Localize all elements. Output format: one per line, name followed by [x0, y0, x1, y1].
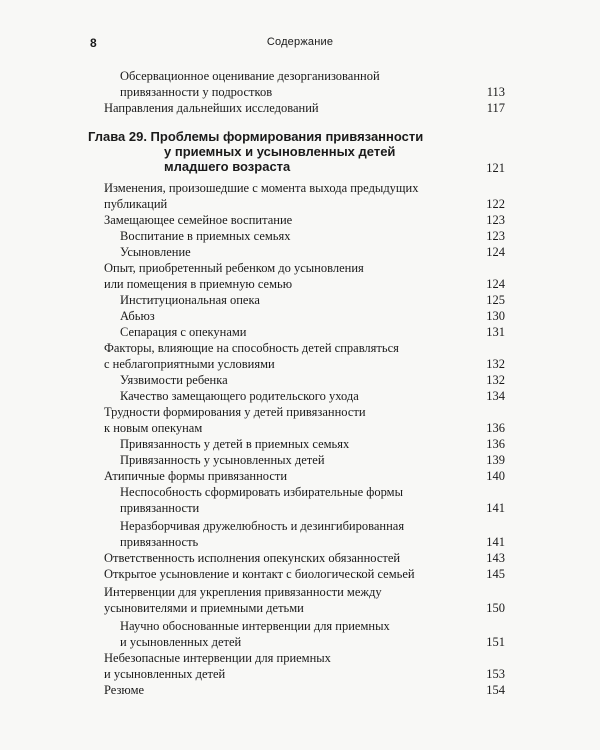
- toc-entry-line: Направления дальнейших исследований: [104, 101, 319, 115]
- toc-entry[interactable]: [120, 244, 191, 260]
- toc-page-number: 145: [486, 567, 505, 581]
- toc-entry-line: и усыновленных детей: [120, 635, 242, 649]
- toc-entry[interactable]: [104, 404, 366, 436]
- toc-page-number: 153: [486, 667, 505, 681]
- toc-entry-line: Уязвимости ребенка: [120, 373, 228, 387]
- chapter-heading-line: Глава 29. Проблемы формирования привязанности: [88, 129, 424, 144]
- toc-entry[interactable]: [104, 468, 287, 484]
- toc-entry-line: привязанности у подростков: [120, 85, 273, 99]
- toc-entry-line: Привязанность у детей в приемных семьях: [120, 437, 350, 451]
- toc-page-number: 141: [486, 501, 505, 515]
- toc-entry-line: Воспитание в приемных семьях: [120, 229, 291, 243]
- toc-entry-line: Атипичные формы привязанности: [104, 469, 288, 483]
- toc-entry-line: Привязанность у усыновленных детей: [120, 453, 325, 467]
- toc-entry[interactable]: [120, 388, 359, 404]
- toc-entry-line: к новым опекунам: [104, 421, 203, 435]
- toc-entry[interactable]: [104, 584, 382, 616]
- toc-page-number: 124: [486, 245, 505, 259]
- toc-entry-line: публикаций: [104, 197, 168, 211]
- toc-entry-line: Небезопасные интервенции для приемных: [104, 651, 331, 665]
- toc-page-number: 140: [486, 469, 505, 483]
- chapter-heading-line: у приемных и усыновленных детей: [164, 144, 396, 159]
- toc-entry[interactable]: [120, 436, 349, 452]
- toc-entry-line: Ответственность исполнения опекунских обязанностей: [104, 551, 401, 565]
- toc-page-number: 150: [486, 601, 505, 615]
- toc-entry[interactable]: [120, 228, 290, 244]
- running-header-title: Содержание: [266, 36, 334, 48]
- toc-entry-line: Неразборчивая дружелюбность и дезингибированная: [120, 519, 405, 533]
- toc-page-number: 134: [486, 389, 505, 403]
- toc-entry-line: Открытое усыновление и контакт с биологической семьей: [104, 567, 415, 581]
- toc-page-number: 123: [486, 229, 505, 243]
- toc-entry[interactable]: [120, 68, 380, 100]
- toc-entry-line: привязанности: [120, 501, 200, 515]
- toc-page-number: 113: [486, 85, 505, 99]
- toc-page-number: 154: [486, 683, 505, 697]
- toc-page-number: 122: [486, 197, 505, 211]
- toc-entry[interactable]: [120, 452, 325, 468]
- toc-entry[interactable]: [104, 550, 400, 566]
- toc-entry-line: с неблагоприятными условиями: [104, 357, 275, 371]
- toc-page-number: 130: [486, 309, 505, 323]
- toc-entry-line: Изменения, произошедшие с момента выхода предыдущих: [104, 181, 419, 195]
- page-number: 8: [90, 36, 97, 50]
- toc-entry[interactable]: [104, 260, 364, 292]
- chapter-heading[interactable]: [88, 129, 473, 174]
- toc-entry-line: Замещающее семейное воспитание: [104, 213, 293, 227]
- toc-entry-line: Трудности формирования у детей привязанности: [104, 405, 366, 419]
- toc-entry-line: Интервенции для укрепления привязанности между: [104, 585, 382, 599]
- toc-entry-line: Неспособность сформировать избирательные формы: [120, 485, 403, 499]
- toc-entry[interactable]: [120, 292, 260, 308]
- toc-entry[interactable]: [120, 484, 403, 516]
- toc-entry-line: Сепарация с опекунами: [120, 325, 247, 339]
- toc-page-number: 139: [486, 453, 505, 467]
- toc-entry[interactable]: [104, 650, 331, 682]
- toc-page-number: 123: [486, 213, 505, 227]
- toc-entry-line: Обсервационное оценивание дезорганизованной: [120, 69, 380, 83]
- toc-entry-line: Качество замещающего родительского ухода: [120, 389, 359, 403]
- toc-entry[interactable]: [120, 618, 390, 650]
- toc-page-number: 136: [486, 437, 505, 451]
- toc-entry[interactable]: [120, 324, 246, 340]
- toc-entry[interactable]: [120, 372, 228, 388]
- toc-entry[interactable]: [120, 308, 155, 324]
- toc-entry-line: Факторы, влияющие на способность детей справляться: [104, 341, 399, 355]
- toc-page-number: 124: [486, 277, 505, 291]
- toc-entry[interactable]: [104, 340, 399, 372]
- toc-entry-line: Научно обоснованные интервенции для приемных: [120, 619, 390, 633]
- toc-page-number: 141: [486, 535, 505, 549]
- toc-page-number: 136: [486, 421, 505, 435]
- toc-entry-line: Институциональная опека: [120, 293, 260, 307]
- toc-page-number: 132: [486, 373, 505, 387]
- toc-page-number: 132: [486, 357, 505, 371]
- toc-entry[interactable]: [104, 212, 292, 228]
- toc-entry-line: Абьюз: [120, 309, 155, 323]
- toc-entry-line: Опыт, приобретенный ребенком до усыновления: [104, 261, 364, 275]
- toc-page-number: 125: [486, 293, 505, 307]
- toc-page-number: 151: [486, 635, 505, 649]
- toc-entry-line: или помещения в приемную семью: [104, 277, 293, 291]
- toc-entry-line: Усыновление: [120, 245, 191, 259]
- chapter-heading-line: младшего возраста: [164, 159, 291, 174]
- toc-entry[interactable]: [104, 100, 319, 116]
- toc-page-number: 117: [486, 101, 505, 115]
- toc-entry-line: и усыновленных детей: [104, 667, 226, 681]
- toc-entry[interactable]: [104, 180, 419, 212]
- toc-entry-line: усыновителями и приемными детьми: [104, 601, 304, 615]
- toc-entry[interactable]: [104, 566, 415, 582]
- toc-entry[interactable]: [120, 518, 404, 550]
- toc-page-number: 143: [486, 551, 505, 565]
- toc-entry-line: привязанность: [120, 535, 199, 549]
- chapter-page-number: 121: [486, 161, 505, 175]
- toc-entry-line: Резюме: [104, 683, 145, 697]
- toc-page-number: 131: [486, 325, 505, 339]
- toc-entry[interactable]: [104, 682, 144, 698]
